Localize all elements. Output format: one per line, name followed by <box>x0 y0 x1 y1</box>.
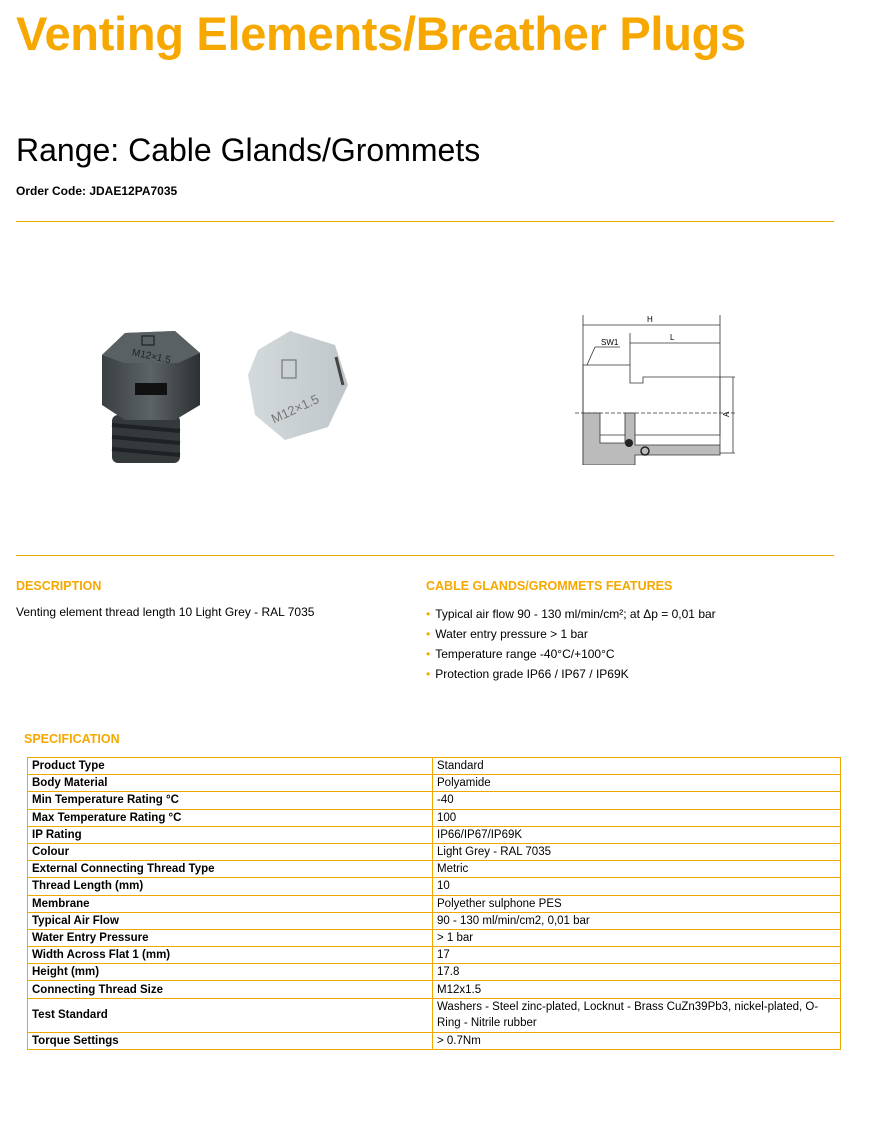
product-photo <box>90 315 370 485</box>
spec-key: Product Type <box>28 758 433 775</box>
spec-row <box>28 843 841 860</box>
spec-row <box>28 998 841 1032</box>
spec-row <box>28 758 841 775</box>
spec-value: Polyether sulphone PES <box>433 895 841 912</box>
bullet-icon: • <box>426 647 431 661</box>
spec-value: 90 - 130 ml/min/cm2, 0,01 bar <box>433 912 841 929</box>
page-title: Venting Elements/Breather Plugs <box>16 7 746 60</box>
dim-a-label: A <box>722 411 731 417</box>
spec-value: -40 <box>433 792 841 809</box>
spec-row <box>28 878 841 895</box>
spec-key: Min Temperature Rating °C <box>28 792 433 809</box>
specification-heading: SPECIFICATION <box>24 732 120 746</box>
features-list <box>426 604 716 684</box>
bullet-icon: • <box>426 667 431 681</box>
spec-row <box>28 861 841 878</box>
dim-sw1-label: SW1 <box>601 338 619 347</box>
feature-item: • Protection grade IP66 / IP67 / IP69K <box>426 667 629 681</box>
spec-key: Max Temperature Rating °C <box>28 809 433 826</box>
spec-key: Test Standard <box>28 998 433 1032</box>
dim-l-label: L <box>670 333 675 342</box>
spec-value: 17 <box>433 947 841 964</box>
order-code: Order Code: JDAE12PA7035 <box>16 184 178 198</box>
svg-text:M12×1.5: M12×1.5 <box>268 391 322 427</box>
spec-row <box>28 981 841 998</box>
spec-key: Water Entry Pressure <box>28 929 433 946</box>
features-heading: CABLE GLANDS/GROMMETS FEATURES <box>426 579 673 593</box>
description-heading: DESCRIPTION <box>16 579 102 593</box>
light-plug-image <box>248 331 348 440</box>
spec-key: Membrane <box>28 895 433 912</box>
spec-value: Washers - Steel zinc-plated, Locknut - Brass CuZn39Pb3, nickel-plated, O-Ring - Nitrile rubber <box>433 998 841 1032</box>
spec-row <box>28 809 841 826</box>
svg-text:M12×1.5: M12×1.5 <box>130 347 172 367</box>
spec-key: Body Material <box>28 775 433 792</box>
spec-row <box>28 912 841 929</box>
technical-drawing <box>575 305 735 465</box>
dim-h-label: H <box>647 315 653 324</box>
spec-row <box>28 792 841 809</box>
description-text: Venting element thread length 10 Light Grey - RAL 7035 <box>16 605 315 619</box>
bullet-icon: • <box>426 627 431 641</box>
spec-key: Width Across Flat 1 (mm) <box>28 947 433 964</box>
spec-key: Thread Length (mm) <box>28 878 433 895</box>
spec-value: 17.8 <box>433 964 841 981</box>
spec-value: Light Grey - RAL 7035 <box>433 843 841 860</box>
range-subtitle: Range: Cable Glands/Grommets <box>16 132 481 168</box>
spec-value: IP66/IP67/IP69K <box>433 826 841 843</box>
spec-row <box>28 964 841 981</box>
spec-key: Typical Air Flow <box>28 912 433 929</box>
spec-value: Polyamide <box>433 775 841 792</box>
feature-item: • Water entry pressure > 1 bar <box>426 627 588 641</box>
spec-row <box>28 895 841 912</box>
spec-row <box>28 947 841 964</box>
feature-item: • Typical air flow 90 - 130 ml/min/cm²; at Δp = 0,01 bar <box>426 607 716 621</box>
dark-plug-image <box>102 331 200 463</box>
spec-row <box>28 1032 841 1049</box>
spec-value: > 1 bar <box>433 929 841 946</box>
spec-value: 100 <box>433 809 841 826</box>
spec-value: > 0.7Nm <box>433 1032 841 1049</box>
spec-value: Metric <box>433 861 841 878</box>
bullet-icon: • <box>426 607 431 621</box>
divider-middle <box>16 555 834 556</box>
spec-key: External Connecting Thread Type <box>28 861 433 878</box>
spec-key: IP Rating <box>28 826 433 843</box>
spec-key: Height (mm) <box>28 964 433 981</box>
spec-value: Standard <box>433 758 841 775</box>
feature-item: • Temperature range -40°C/+100°C <box>426 647 615 661</box>
spec-row <box>28 929 841 946</box>
spec-key: Connecting Thread Size <box>28 981 433 998</box>
spec-value: 10 <box>433 878 841 895</box>
spec-row <box>28 826 841 843</box>
divider-top <box>16 221 834 222</box>
spec-row <box>28 775 841 792</box>
spec-value: M12x1.5 <box>433 981 841 998</box>
spec-key: Torque Settings <box>28 1032 433 1049</box>
specification-table <box>27 757 841 1050</box>
spec-key: Colour <box>28 843 433 860</box>
